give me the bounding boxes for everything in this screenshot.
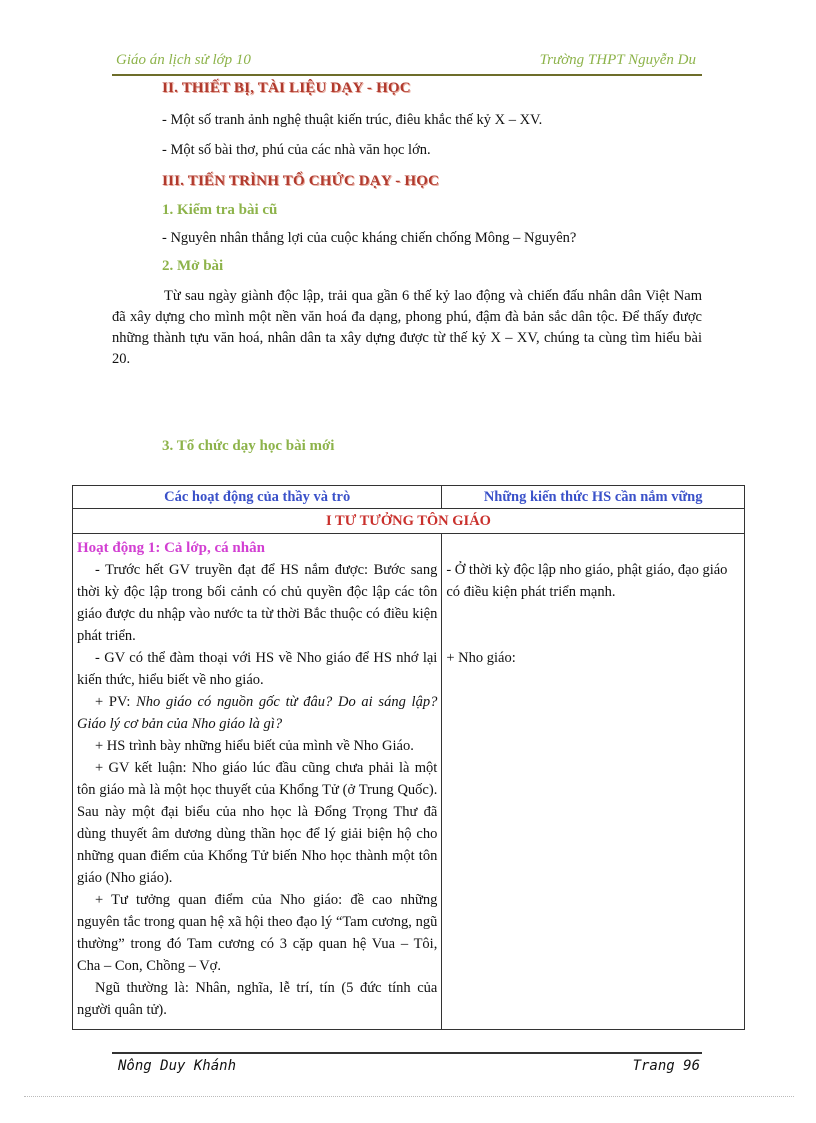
- table-band-row: [73, 509, 745, 534]
- activity-paragraph: - Trước hết GV truyền đạt để HS nắm được: Bước sang thời kỳ độc lập trong bối cảnh có chủ quyền độc lập các tôn giáo được du nhập vào nước ta từ thời Bắc thuộc có điều kiện phát triển.: [77, 562, 438, 644]
- col-header-activities: Các hoạt động của thầy và trò: [73, 486, 442, 509]
- activity-paragraph: + Tư tưởng quan điểm của Nho giáo: đề cao những nguyên tắc trong quan hệ xã hội theo đạo lý “Tam cương, ngũ thường” trong đó Tam cương có 3 cặp quan hệ Vua – Tôi, Cha – Con, Chồng – Vợ.: [77, 892, 438, 974]
- review-question: - Nguyên nhân thắng lợi của cuộc kháng chiến chống Mông – Nguyên?: [162, 230, 577, 246]
- section-2-title: II. THIẾT BỊ, TÀI LIỆU DẠY - HỌC: [162, 80, 411, 96]
- activity-title: Hoạt động 1: Cả lớp, cá nhân: [77, 540, 265, 556]
- section-band: I TƯ TƯỞNG TÔN GIÁO: [73, 509, 745, 534]
- equipment-item-2: - Một số bài thơ, phú của các nhà văn học lớn.: [162, 142, 431, 158]
- subsection-3-title: 3. Tổ chức dạy học bài mới: [162, 438, 335, 454]
- knowledge-cell: [442, 534, 745, 1030]
- equipment-item-1: - Một số tranh ảnh nghệ thuật kiến trúc, điêu khắc thế kỷ X – XV.: [162, 112, 543, 128]
- activity-paragraph: - GV có thể đàm thoại với HS về Nho giáo để HS nhớ lại kiến thức, hiểu biết về nho giáo.: [77, 650, 438, 688]
- subsection-2-title: 2. Mở bài: [162, 258, 224, 274]
- activity-paragraph: Ngũ thường là: Nhân, nghĩa, lễ trí, tín (5 đức tính của người quân tử).: [77, 980, 438, 1018]
- page-header: [112, 52, 702, 76]
- section-3-title: III. TIẾN TRÌNH TỔ CHỨC DẠY - HỌC: [162, 173, 440, 189]
- page-footer: [112, 1052, 702, 1078]
- page-bottom-divider: [24, 1096, 794, 1097]
- subsection-1-title: 1. Kiểm tra bài cũ: [162, 202, 278, 218]
- col-header-knowledge: Những kiến thức HS cần nắm vững: [442, 486, 745, 509]
- lesson-table: [72, 485, 745, 1030]
- knowledge-point: - Ở thời kỳ độc lập nho giáo, phật giáo, đạo giáo có điều kiện phát triển mạnh.: [446, 562, 728, 600]
- activities-cell: [73, 534, 442, 1030]
- question-text: Nho giáo có nguồn gốc từ đâu? Do ai sáng lập? Giáo lý cơ bản của Nho giáo là gì?: [77, 694, 438, 732]
- footer-author: Nông Duy Khánh: [118, 1058, 237, 1074]
- activity-paragraph: + HS trình bày những hiểu biết của mình về Nho Giáo.: [95, 738, 414, 754]
- header-course: Giáo án lịch sử lớp 10: [116, 52, 251, 68]
- activity-paragraph: + GV kết luận: Nho giáo lúc đầu cũng chưa phải là một tôn giáo mà là một học thuyết của Khổng Tử (ở Trung Quốc). Sau này một đại biểu của nho học là Đổng Trọng Thư đã dùng thuyết âm dương dùng thần học để lý giải biện hộ cho những quan điểm của Khổng Tử biến Nho học thành một tôn giáo (Nho giáo).: [77, 760, 438, 886]
- header-school: Trường THPT Nguyễn Du: [539, 52, 696, 68]
- intro-paragraph: Từ sau ngày giành độc lập, trải qua gần 6 thế kỷ lao động và chiến đấu nhân dân Việt Nam đã xây dựng cho mình một nền văn hoá đa dạng, phong phú, đậm đà bản sắc dân tộc. Để thấy được những thành tựu văn hoá, nhân dân ta xây dựng được từ thế kỷ X – XV, chúng ta cùng tìm hiểu bài 20.: [112, 288, 702, 367]
- question-paragraph: [77, 691, 437, 735]
- footer-page-number: Trang 96: [632, 1058, 700, 1074]
- table-row: [73, 534, 745, 1030]
- question-prefix: + PV:: [95, 694, 137, 710]
- knowledge-point: + Nho giáo:: [446, 650, 516, 666]
- table-header-row: [73, 486, 745, 509]
